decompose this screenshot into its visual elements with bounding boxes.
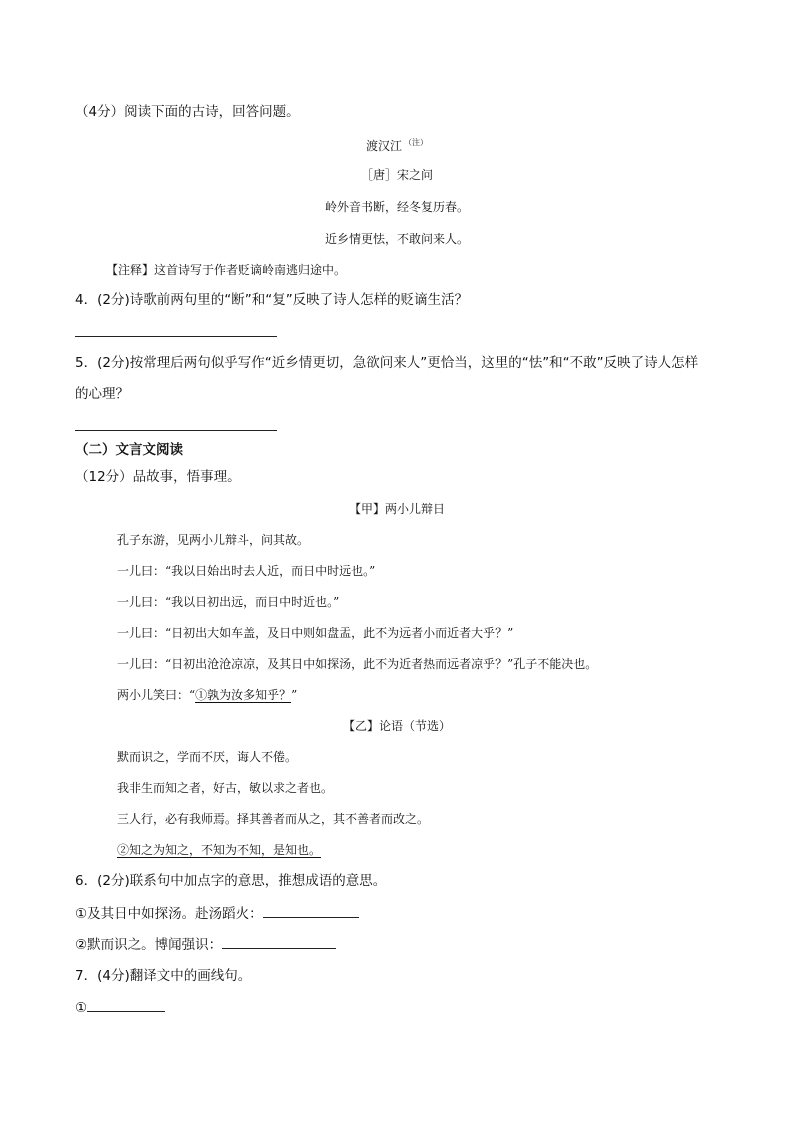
poem-question-intro: （4分）阅读下面的古诗，回答问题。	[75, 104, 300, 120]
question-6-item-1	[75, 903, 359, 924]
question-6-item-2	[75, 934, 336, 955]
passage-jia-line-6-prefix: 两小儿笑曰：“	[117, 688, 196, 702]
passage-jia-line-6-suffix: ”	[291, 688, 298, 702]
question-7-item-1-text: ①	[75, 1000, 88, 1016]
passage-jia-line-2: 一儿曰：“我以日始出时去人近，而日中时远也。”	[117, 564, 376, 578]
answer-blank-q6-1[interactable]	[263, 903, 359, 918]
passage-jia-title: 【甲】两小儿辩日	[348, 502, 445, 516]
passage-jia-line-4: 一儿曰：“日初出大如车盖，及日中则如盘盂，此不为远者小而近者大乎？”	[117, 626, 514, 640]
underlined-sentence-1: ①孰为汝多知乎？	[195, 688, 292, 702]
passage-jia-line-5: 一儿曰：“日初出沧沧凉凉，及其日中如探汤，此不为近者热而远者凉乎？”孔子不能决也。	[117, 657, 598, 671]
underlined-sentence-2: ②知之为知之，不知为不知，是知也。	[117, 843, 322, 857]
passage-yi-line-1: 默而识之，学而不厌，诲人不倦。	[117, 750, 298, 764]
answer-blank-q7-1[interactable]	[87, 997, 165, 1012]
passage-jia-line-6	[117, 685, 297, 705]
question-5-line-1: 5．(2分)按常理后两句似乎写作“近乡情更切，急欲问来人”更恰当，这里的“怯”和“不敢”反映了诗人怎样	[75, 355, 699, 371]
question-5-line-2: 的心理？	[75, 386, 129, 402]
poem-author: ［唐］宋之问	[360, 168, 433, 182]
passage-jia-line-3: 一儿曰：“我以日初出远，而日中时近也。”	[117, 595, 340, 609]
answer-blank-q6-2[interactable]	[222, 934, 336, 949]
section-heading-classical: （二）文言文阅读	[75, 442, 183, 458]
poem-title-note-mark: （注）	[404, 138, 428, 147]
question-6-item-2-text: ②默而识之。博闻强识：	[75, 937, 223, 953]
passage-yi-title: 【乙】论语（节选）	[342, 719, 451, 733]
question-4: 4．(2分)诗歌前两句里的“断”和“复”反映了诗人怎样的贬谪生活？	[75, 292, 469, 308]
poem-line-2: 近乡情更怯，不敢问来人。	[324, 232, 469, 246]
passage-yi-line-4	[117, 840, 321, 860]
poem-title-text: 渡汉江	[365, 139, 402, 153]
poem-line-1: 岭外音书断，经冬复历春。	[324, 200, 469, 214]
poem-annotation: 【注释】这首诗写于作者贬谪岭南逃归途中。	[106, 263, 347, 277]
poem-title	[0, 133, 794, 156]
question-7-item-1	[75, 997, 165, 1018]
passage-jia-line-1: 孔子东游，见两小儿辩斗，问其故。	[117, 533, 310, 547]
classical-intro: （12分）品故事，悟事理。	[75, 469, 241, 485]
question-7: 7．(4分)翻译文中的画线句。	[75, 968, 252, 984]
passage-yi-line-2: 我非生而知之者，好古，敏以求之者也。	[117, 781, 334, 795]
answer-blank-q4[interactable]	[75, 336, 277, 337]
answer-blank-q5[interactable]	[75, 430, 277, 431]
question-6-item-1-text: ①及其日中如探汤。赴汤蹈火：	[75, 906, 263, 922]
passage-yi-line-3: 三人行，必有我师焉。择其善者而从之，其不善者而改之。	[117, 812, 430, 826]
question-6: 6．(2分)联系句中加点字的意思，推想成语的意思。	[75, 873, 387, 889]
